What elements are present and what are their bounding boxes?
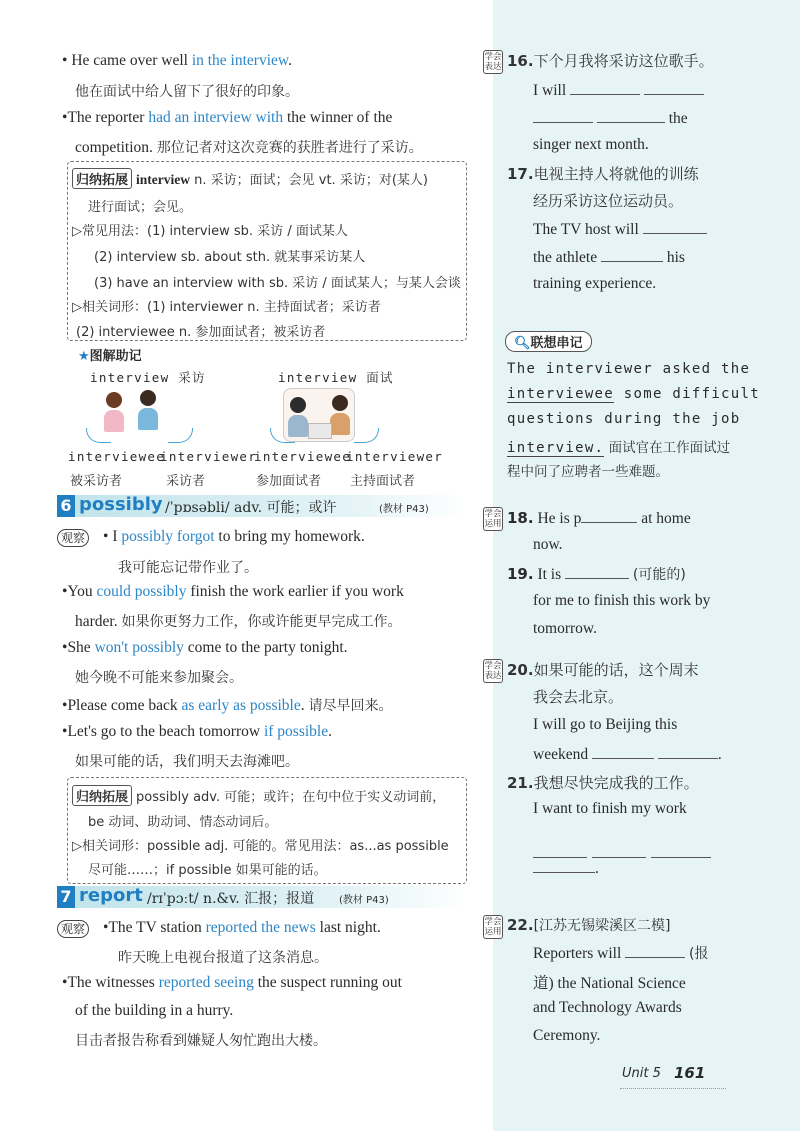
example-sentence: •The witnesses reported seeing the suspect running out xyxy=(62,974,402,991)
magnifier-icon: 🔍︎ xyxy=(514,336,531,351)
word-definition: /rɪˈpɔːt/ n.&v. 汇报；报道 xyxy=(147,891,315,907)
q20-line: I will go to Beijing this xyxy=(533,716,678,733)
note-line: be 动词、助动词、情态动词后。 xyxy=(88,815,278,830)
picture-label: 主持面试者 xyxy=(350,474,416,489)
picture-aid-title: ★图解助记 xyxy=(78,349,142,364)
q17-line: the athlete his xyxy=(533,249,685,266)
example-sentence-cont: competition. 那位记者对这次竞赛的获胜者进行了采访。 xyxy=(75,139,423,156)
q16-line: singer next month. xyxy=(533,136,649,153)
picture-caption: interview 采访 xyxy=(90,370,206,385)
question-20-cont: 我会去北京。 xyxy=(533,688,624,706)
note-heading: 归纳拓展 interview n. 采访；面试；会见 vt. 采访；对(某人) xyxy=(72,168,428,189)
association-line: questions during the job xyxy=(507,411,741,427)
arrow-icon xyxy=(354,428,379,443)
word-number: 7 xyxy=(57,886,75,908)
page-footer xyxy=(620,1062,726,1089)
answer-blank[interactable] xyxy=(597,108,665,123)
example-translation: 目击者报告称看到嫌疑人匆忙跑出大楼。 xyxy=(75,1033,327,1049)
word-number: 6 xyxy=(57,495,75,517)
answer-blank[interactable] xyxy=(581,508,637,523)
question-16: 16.下个月我将采访这位歌手。 xyxy=(507,52,714,70)
note-heading: 归纳拓展 possibly adv. 可能；或许；在句中位于实义动词前， xyxy=(72,785,445,806)
answer-blank[interactable] xyxy=(565,564,629,579)
note-tag: 归纳拓展 xyxy=(72,168,132,189)
learn-to-use-badge: 学会运用 xyxy=(484,917,502,937)
question-18: 18. He is p at home xyxy=(507,509,691,527)
note-tag: 归纳拓展 xyxy=(72,785,132,806)
headword: report xyxy=(79,885,143,906)
answer-blank[interactable] xyxy=(592,843,646,858)
q22-line: 道) the National Science xyxy=(533,975,686,992)
example-translation: 她今晚不可能来参加聚会。 xyxy=(75,670,243,686)
q16-line: I will xyxy=(533,80,704,100)
question-17-cont: 经历采访这位运动员。 xyxy=(533,192,684,210)
q22-line: and Technology Awards xyxy=(533,999,682,1016)
example-sentence: • He came over well in the interview. xyxy=(62,52,292,69)
q21-line: I want to finish my work xyxy=(533,800,687,817)
arrow-icon xyxy=(270,428,295,443)
example-translation: 如果可能的话，我们明天去海滩吧。 xyxy=(75,754,299,770)
example-sentence: •Let's go to the beach tomorrow if possible. xyxy=(62,723,332,740)
answer-blank[interactable] xyxy=(601,247,663,262)
answer-blank[interactable] xyxy=(570,80,640,95)
association-line: interviewee some difficult xyxy=(507,386,760,402)
answer-blank[interactable] xyxy=(643,219,707,234)
picture-label: 采访者 xyxy=(166,474,206,489)
example-translation: 他在面试中给人留下了很好的印象。 xyxy=(75,84,299,100)
answer-blank[interactable] xyxy=(533,858,595,873)
unit-label: Unit 5 xyxy=(622,1066,661,1081)
answer-blank[interactable] xyxy=(533,843,587,858)
note-line: (2) interviewee n. 参加面试者；被采访者 xyxy=(76,325,326,340)
learn-to-express-badge: 学会表达 xyxy=(484,661,502,681)
association-tag: 🔍︎联想串记 xyxy=(505,331,592,352)
q22-line: Reporters will (报 xyxy=(533,945,709,962)
headword: possibly xyxy=(79,494,163,515)
star-icon: ★ xyxy=(78,349,90,364)
example-sentence-cont: of the building in a hurry. xyxy=(75,1002,234,1019)
answer-blank[interactable] xyxy=(625,943,685,958)
association-line: The interviewer asked the xyxy=(507,361,751,377)
association-line: interview. 面试官在工作面试过 xyxy=(507,440,731,456)
picture-label: interviewee xyxy=(68,449,166,464)
q16-line: the xyxy=(533,108,688,128)
page-number: 161 xyxy=(674,1064,706,1082)
example-translation: 我可能忘记带作业了。 xyxy=(118,560,258,576)
q17-line: training experience. xyxy=(533,275,657,292)
example-sentence: •She won't possibly come to the party tonight. xyxy=(62,639,348,656)
example-sentence-cont: harder. 如果你更努力工作，你或许能更早完成工作。 xyxy=(75,613,402,630)
q22-line: Ceremony. xyxy=(533,1027,601,1044)
example-sentence: •Please come back as early as possible. 请尽早回来。 xyxy=(62,697,393,714)
answer-blank[interactable] xyxy=(533,108,593,123)
word-entry-report xyxy=(57,886,467,908)
arrow-icon xyxy=(86,428,111,443)
note-line: (3) have an interview with sb. 采访 / 面试某人；与某人会谈 xyxy=(94,276,461,291)
answer-blank[interactable] xyxy=(644,80,704,95)
learn-to-express-badge: 学会表达 xyxy=(484,52,502,72)
learn-to-use-badge: 学会运用 xyxy=(484,509,502,529)
question-19: 19. It is (可能的) xyxy=(507,565,686,583)
q18-line: now. xyxy=(533,536,563,553)
word-definition: /ˈpɒsəbli/ adv. 可能；或许 xyxy=(165,500,337,516)
example-sentence: •You could possibly finish the work earlier if you work xyxy=(62,583,404,600)
note-line: ▷常见用法：(1) interview sb. 采访 / 面试某人 xyxy=(72,224,348,239)
note-line: 尽可能……；if possible 如果可能的话。 xyxy=(88,863,327,878)
example-sentence: •The reporter had an interview with the winner of the xyxy=(62,109,393,126)
example-translation: 昨天晚上电视台报道了这条消息。 xyxy=(118,950,328,966)
answer-blank[interactable] xyxy=(658,744,718,759)
picture-label: 参加面试者 xyxy=(256,474,322,489)
picture-caption: interview 面试 xyxy=(278,370,394,385)
source-ref: (教材 P43) xyxy=(379,504,429,515)
question-20: 20.如果可能的话，这个周末 xyxy=(507,661,699,679)
observe-tag: 观察 xyxy=(57,920,89,938)
q19-line: for me to finish this work by xyxy=(533,592,711,609)
q20-line: weekend . xyxy=(533,746,722,763)
example-sentence: • I possibly forgot to bring my homework. xyxy=(103,528,365,545)
picture-label: 被采访者 xyxy=(70,474,123,489)
picture-label: interviewee xyxy=(254,449,352,464)
arrow-icon xyxy=(168,428,193,443)
question-21: 21.我想尽快完成我的工作。 xyxy=(507,774,699,792)
question-22: 22.[江苏无锡梁溪区二模] xyxy=(507,916,671,934)
association-line: 程中问了应聘者一些难题。 xyxy=(507,464,669,480)
q21-blank-line: . xyxy=(533,858,599,878)
picture-label: interviewer xyxy=(346,449,444,464)
question-17: 17.电视主持人将就他的训练 xyxy=(507,165,699,183)
q17-line: The TV host will xyxy=(533,219,707,239)
observe-tag: 观察 xyxy=(57,529,89,547)
answer-blank[interactable] xyxy=(592,744,654,759)
q19-line: tomorrow. xyxy=(533,620,597,637)
note-line: ▷相关词形：possible adj. 可能的。常见用法：as...as possible xyxy=(72,839,449,854)
picture-label: interviewer xyxy=(160,449,258,464)
note-line: 进行面试；会见。 xyxy=(88,200,193,215)
note-line: (2) interview sb. about sth. 就某事采访某人 xyxy=(94,250,366,265)
source-ref: (教材 P43) xyxy=(339,895,389,906)
answer-blank[interactable] xyxy=(651,843,711,858)
word-entry-possibly xyxy=(57,495,467,517)
example-sentence: •The TV station reported the news last night. xyxy=(103,919,381,936)
note-line: ▷相关词形：(1) interviewer n. 主持面试者；采访者 xyxy=(72,300,381,315)
